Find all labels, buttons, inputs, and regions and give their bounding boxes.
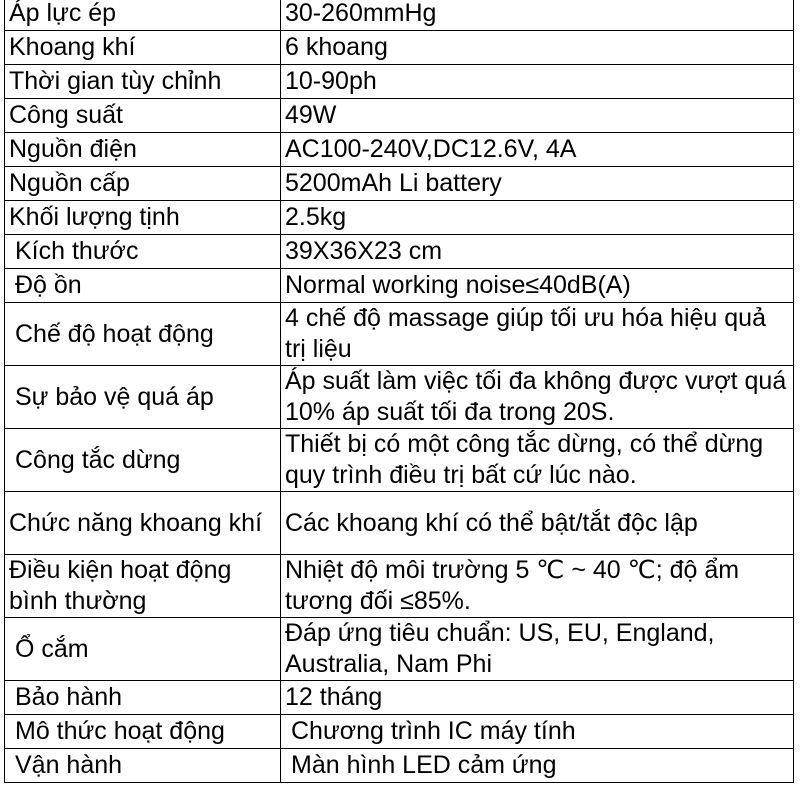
- spec-value: Nhiệt độ môi trường 5 ℃ ~ 40 ℃; độ ẩm tương đối ≤85%.: [281, 555, 794, 618]
- table-row: [5, 201, 794, 235]
- table-row: [5, 555, 794, 618]
- spec-value: Các khoang khí có thể bật/tắt độc lập: [281, 492, 794, 555]
- table-row: [5, 65, 794, 99]
- table-row: [5, 31, 794, 65]
- table-row: [5, 429, 794, 492]
- spec-label: Bảo hành: [5, 681, 281, 715]
- spec-label: Kích thước: [5, 235, 281, 269]
- table-row: [5, 749, 794, 783]
- table-row: [5, 0, 794, 31]
- table-row: [5, 715, 794, 749]
- spec-label: Điều kiện hoạt động bình thường: [5, 555, 281, 618]
- spec-value: Đáp ứng tiêu chuẩn: US, EU, England, Australia, Nam Phi: [281, 618, 794, 681]
- spec-label: Nguồn cấp: [5, 167, 281, 201]
- table-row: [5, 366, 794, 429]
- spec-label: Ổ cắm: [5, 618, 281, 681]
- spec-value: AC100-240V,DC12.6V, 4A: [281, 133, 794, 167]
- table-row: [5, 681, 794, 715]
- spec-value: 4 chế độ massage giúp tối ưu hóa hiệu quả trị liệu: [281, 303, 794, 366]
- table-row: [5, 303, 794, 366]
- spec-label: Khối lượng tịnh: [5, 201, 281, 235]
- spec-table: [4, 0, 794, 783]
- spec-label: Áp lực ép: [5, 0, 281, 31]
- spec-value: 6 khoang: [281, 31, 794, 65]
- spec-value: 49W: [281, 99, 794, 133]
- table-row: [5, 133, 794, 167]
- table-row: [5, 492, 794, 555]
- spec-value: Màn hình LED cảm ứng: [281, 749, 794, 783]
- spec-label: Công suất: [5, 99, 281, 133]
- spec-label: Sự bảo vệ quá áp: [5, 366, 281, 429]
- spec-label: Vận hành: [5, 749, 281, 783]
- spec-label: Khoang khí: [5, 31, 281, 65]
- spec-value: 30-260mmHg: [281, 0, 794, 31]
- table-row: [5, 167, 794, 201]
- spec-label: Công tắc dừng: [5, 429, 281, 492]
- spec-label: Nguồn điện: [5, 133, 281, 167]
- spec-label: Chức năng khoang khí: [5, 492, 281, 555]
- spec-value: Normal working noise≤40dB(A): [281, 269, 794, 303]
- table-row: [5, 269, 794, 303]
- table-row: [5, 99, 794, 133]
- table-row: [5, 235, 794, 269]
- table-row: [5, 618, 794, 681]
- spec-label: Thời gian tùy chỉnh: [5, 65, 281, 99]
- spec-value: 39X36X23 cm: [281, 235, 794, 269]
- spec-value: 5200mAh Li battery: [281, 167, 794, 201]
- spec-value: 2.5kg: [281, 201, 794, 235]
- spec-label: Độ ồn: [5, 269, 281, 303]
- spec-value: Thiết bị có một công tắc dừng, có thể dừng quy trình điều trị bất cứ lúc nào.: [281, 429, 794, 492]
- spec-value: 12 tháng: [281, 681, 794, 715]
- spec-label: Chế độ hoạt động: [5, 303, 281, 366]
- spec-value: Áp suất làm việc tối đa không được vượt quá 10% áp suất tối đa trong 20S.: [281, 366, 794, 429]
- spec-value: 10-90ph: [281, 65, 794, 99]
- spec-value: Chương trình IC máy tính: [281, 715, 794, 749]
- spec-label: Mô thức hoạt động: [5, 715, 281, 749]
